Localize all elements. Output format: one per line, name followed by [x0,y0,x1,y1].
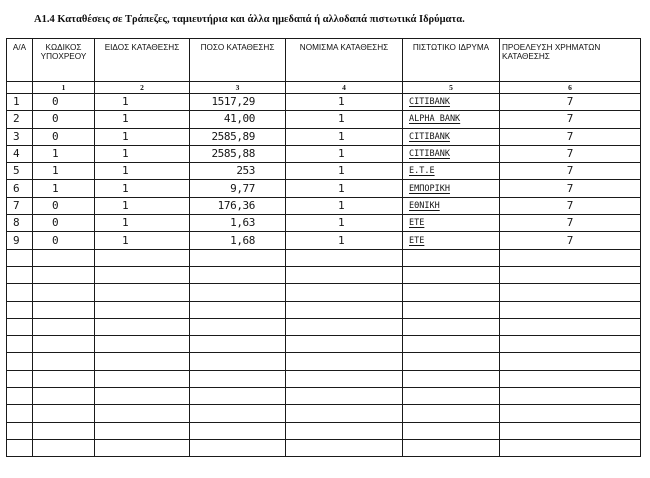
cell-funds-origin: 7 [500,94,641,111]
cell-aa: 2 [7,111,33,128]
cell-credit-institution: ΕΜΠΟΡΙΚΗ [403,180,500,197]
cell-deposit-amount: 9,77 [190,180,286,197]
cell-credit-institution [403,301,500,318]
cell-deposit-currency [286,249,403,266]
cell-credit-institution [403,318,500,335]
table-row [7,94,641,111]
cell-deposit-currency [286,301,403,318]
cell-credit-institution: CITIBANK [403,145,500,162]
table-body [7,94,641,457]
empty-table-row [7,284,641,301]
cell-deposit-currency [286,422,403,439]
cell-deposit-type [95,301,190,318]
cell-deposit-amount [190,422,286,439]
cell-funds-origin [500,422,641,439]
empty-table-row [7,266,641,283]
cell-deposit-currency: 1 [286,197,403,214]
cell-funds-origin [500,301,641,318]
cell-deposit-type [95,422,190,439]
cell-funds-origin: 7 [500,232,641,249]
cell-obligor-code [33,284,95,301]
cell-funds-origin: 7 [500,197,641,214]
cell-deposit-type: 1 [95,111,190,128]
cell-deposit-amount [190,405,286,422]
cell-credit-institution [403,370,500,387]
cell-credit-institution [403,439,500,456]
cell-aa [7,353,33,370]
table-row [7,128,641,145]
cell-deposit-amount [190,249,286,266]
cell-aa [7,318,33,335]
table-row [7,197,641,214]
cell-obligor-code: 0 [33,94,95,111]
cell-deposit-currency [286,336,403,353]
deposits-table [6,38,641,457]
empty-table-row [7,388,641,405]
cell-deposit-type [95,266,190,283]
cell-funds-origin: 7 [500,128,641,145]
cell-obligor-code [33,370,95,387]
empty-table-row [7,439,641,456]
cell-obligor-code: 0 [33,197,95,214]
cell-deposit-type: 1 [95,145,190,162]
cell-credit-institution [403,422,500,439]
cell-credit-institution [403,336,500,353]
column-number: 5 [403,82,500,94]
cell-deposit-amount: 176,36 [190,197,286,214]
cell-credit-institution: ΕΤΕ [403,215,500,232]
column-number: 6 [500,82,641,94]
table-row [7,163,641,180]
column-number: 4 [286,82,403,94]
cell-deposit-amount: 2585,88 [190,145,286,162]
cell-credit-institution: ALPHA BANK [403,111,500,128]
cell-aa: 3 [7,128,33,145]
cell-funds-origin [500,266,641,283]
cell-aa [7,249,33,266]
cell-deposit-type: 1 [95,232,190,249]
header-deposit-type: ΕΙΔΟΣ ΚΑΤΑΘΕΣΗΣ [95,39,190,82]
cell-deposit-amount [190,301,286,318]
cell-deposit-currency [286,266,403,283]
table-row [7,215,641,232]
cell-credit-institution: CITIBANK [403,128,500,145]
cell-aa [7,284,33,301]
cell-deposit-amount [190,388,286,405]
cell-obligor-code: 0 [33,128,95,145]
cell-deposit-type [95,336,190,353]
cell-deposit-currency: 1 [286,232,403,249]
cell-credit-institution [403,388,500,405]
empty-table-row [7,405,641,422]
cell-credit-institution [403,353,500,370]
cell-aa: 8 [7,215,33,232]
cell-deposit-amount: 253 [190,163,286,180]
cell-deposit-currency [286,318,403,335]
cell-obligor-code [33,422,95,439]
empty-table-row [7,422,641,439]
column-number-row [7,82,641,94]
cell-funds-origin [500,370,641,387]
document-title: Α1.4 Καταθέσεις σε Τράπεζες, ταμιευτήρια και άλλα ημεδαπά ή αλλοδαπά πιστωτικά Ιδρύματα. [34,14,465,25]
cell-credit-institution [403,284,500,301]
cell-funds-origin [500,318,641,335]
cell-deposit-type: 1 [95,128,190,145]
cell-credit-institution: ΕΘΝΙΚΗ [403,197,500,214]
cell-obligor-code: 1 [33,163,95,180]
cell-aa [7,266,33,283]
cell-funds-origin [500,353,641,370]
cell-funds-origin [500,336,641,353]
cell-deposit-type [95,370,190,387]
cell-aa: 7 [7,197,33,214]
table-row [7,232,641,249]
cell-deposit-currency: 1 [286,215,403,232]
cell-obligor-code [33,405,95,422]
cell-obligor-code [33,388,95,405]
cell-aa: 4 [7,145,33,162]
header-credit-institution: ΠΙΣΤΩΤΙΚΟ ΙΔΡΥΜΑ [403,39,500,82]
cell-deposit-currency: 1 [286,94,403,111]
cell-credit-institution [403,266,500,283]
cell-funds-origin: 7 [500,111,641,128]
cell-aa [7,388,33,405]
cell-deposit-currency: 1 [286,163,403,180]
cell-deposit-amount [190,370,286,387]
cell-aa [7,405,33,422]
header-deposit-amount: ΠΟΣΟ ΚΑΤΑΘΕΣΗΣ [190,39,286,82]
cell-obligor-code: 1 [33,145,95,162]
cell-aa: 9 [7,232,33,249]
cell-deposit-amount [190,336,286,353]
cell-deposit-currency [286,405,403,422]
cell-funds-origin: 7 [500,145,641,162]
column-number: 2 [95,82,190,94]
cell-aa [7,439,33,456]
column-number: 1 [33,82,95,94]
cell-funds-origin [500,405,641,422]
cell-deposit-type [95,284,190,301]
cell-deposit-type: 1 [95,215,190,232]
cell-deposit-amount: 1517,29 [190,94,286,111]
cell-credit-institution [403,249,500,266]
cell-obligor-code: 0 [33,232,95,249]
cell-credit-institution: ΕΤΕ [403,232,500,249]
cell-deposit-type [95,353,190,370]
cell-credit-institution: Ε.Τ.Ε [403,163,500,180]
cell-funds-origin [500,388,641,405]
cell-aa [7,422,33,439]
cell-deposit-type [95,439,190,456]
cell-deposit-currency [286,353,403,370]
column-number [7,82,33,94]
cell-deposit-amount: 2585,89 [190,128,286,145]
cell-deposit-amount [190,439,286,456]
cell-aa [7,301,33,318]
cell-deposit-type [95,405,190,422]
cell-deposit-currency [286,388,403,405]
table-row [7,111,641,128]
cell-aa: 6 [7,180,33,197]
cell-deposit-currency: 1 [286,128,403,145]
cell-deposit-currency [286,439,403,456]
table-row [7,180,641,197]
empty-table-row [7,249,641,266]
cell-deposit-type: 1 [95,180,190,197]
cell-obligor-code [33,266,95,283]
cell-deposit-currency: 1 [286,111,403,128]
cell-credit-institution [403,405,500,422]
cell-deposit-amount: 1,68 [190,232,286,249]
cell-deposit-type: 1 [95,94,190,111]
cell-obligor-code [33,301,95,318]
cell-deposit-currency: 1 [286,145,403,162]
cell-obligor-code: 0 [33,215,95,232]
empty-table-row [7,370,641,387]
empty-table-row [7,336,641,353]
cell-credit-institution: CITIBANK [403,94,500,111]
cell-deposit-currency [286,370,403,387]
cell-deposit-currency: 1 [286,180,403,197]
cell-deposit-amount [190,284,286,301]
table-row [7,145,641,162]
cell-aa [7,370,33,387]
header-obligor-code: ΚΩΔΙΚΟΣ ΥΠΟΧΡΕΟΥ [33,39,95,82]
empty-table-row [7,318,641,335]
cell-funds-origin: 7 [500,163,641,180]
cell-funds-origin [500,284,641,301]
cell-obligor-code [33,249,95,266]
cell-deposit-type [95,318,190,335]
cell-deposit-type: 1 [95,163,190,180]
cell-funds-origin: 7 [500,215,641,232]
cell-obligor-code [33,439,95,456]
cell-deposit-currency [286,284,403,301]
cell-funds-origin [500,249,641,266]
header-row [7,39,641,82]
cell-funds-origin: 7 [500,180,641,197]
cell-deposit-amount [190,266,286,283]
cell-deposit-amount [190,353,286,370]
cell-aa [7,336,33,353]
cell-funds-origin [500,439,641,456]
cell-deposit-amount [190,318,286,335]
header-aa: Α/Α [7,39,33,82]
cell-deposit-type [95,388,190,405]
column-number: 3 [190,82,286,94]
cell-aa: 1 [7,94,33,111]
cell-deposit-type [95,249,190,266]
cell-deposit-amount: 41,00 [190,111,286,128]
cell-deposit-amount: 1,63 [190,215,286,232]
cell-obligor-code [33,353,95,370]
empty-table-row [7,301,641,318]
cell-obligor-code: 0 [33,111,95,128]
cell-deposit-type: 1 [95,197,190,214]
empty-table-row [7,353,641,370]
cell-obligor-code: 1 [33,180,95,197]
cell-aa: 5 [7,163,33,180]
header-deposit-currency: ΝΟΜΙΣΜΑ ΚΑΤΑΘΕΣΗΣ [286,39,403,82]
header-funds-origin: ΠΡΟΕΛΕΥΣΗ ΧΡΗΜΑΤΩΝ ΚΑΤΑΘΕΣΗΣ [500,39,641,82]
cell-obligor-code [33,336,95,353]
cell-obligor-code [33,318,95,335]
